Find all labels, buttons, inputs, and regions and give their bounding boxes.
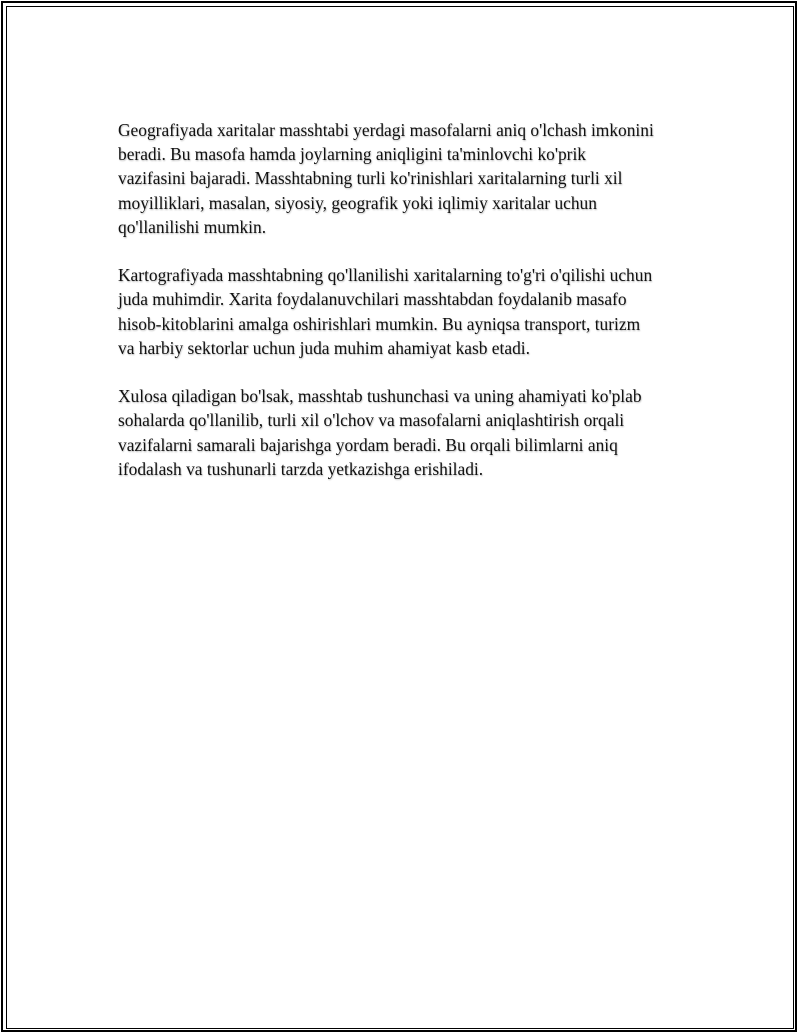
paragraph-line: juda muhimdir. Xarita foydalanuvchilari masshtabdan foydalanib masafo bbox=[118, 289, 627, 310]
paragraph-line: Xulosa qiladigan bo'lsak, masshtab tushunchasi va uning ahamiyati ko'plab bbox=[118, 386, 642, 407]
paragraph-line: Kartografiyada masshtabning qo'llanilishi xaritalarning to'g'ri o'qilishi uchun bbox=[118, 265, 653, 286]
paragraph-line: ifodalash va tushunarli tarzda yetkazishga erishiladi. bbox=[118, 458, 484, 479]
paragraph-line: sohalarda qo'llanilib, turli xil o'lchov va masofalarni aniqlashtirish orqali bbox=[118, 410, 625, 431]
paragraph-line: hisob-kitoblarini amalga oshirishlari mumkin. Bu ayniqsa transport, turizm bbox=[118, 313, 641, 334]
paragraph-line: beradi. Bu masofa hamda joylarning aniqligini ta'minlovchi ko'prik bbox=[118, 144, 586, 165]
paragraph-2 bbox=[118, 263, 690, 360]
paragraph-line: vazifalarni samarali bajarishga yordam beradi. Bu orqali bilimlarni aniq bbox=[118, 434, 618, 455]
paragraph-line: Geografiyada xaritalar masshtabi yerdagi masofalarni aniq o'lchash imkonini bbox=[118, 120, 654, 140]
paragraph-1 bbox=[118, 118, 690, 239]
paragraph-line: qo'llanilishi mumkin. bbox=[118, 216, 267, 237]
paragraph-line: va harbiy sektorlar uchun juda muhim ahamiyat kasb etadi. bbox=[118, 337, 530, 358]
document-body bbox=[118, 118, 690, 505]
paragraph-3 bbox=[118, 384, 690, 481]
paragraph-line: moyilliklari, masalan, siyosiy, geografik yoki iqlimiy xaritalar uchun bbox=[118, 192, 597, 213]
paragraph-line: vazifasini bajaradi. Masshtabning turli ko'rinishlari xaritalarning turli xil bbox=[118, 168, 623, 189]
